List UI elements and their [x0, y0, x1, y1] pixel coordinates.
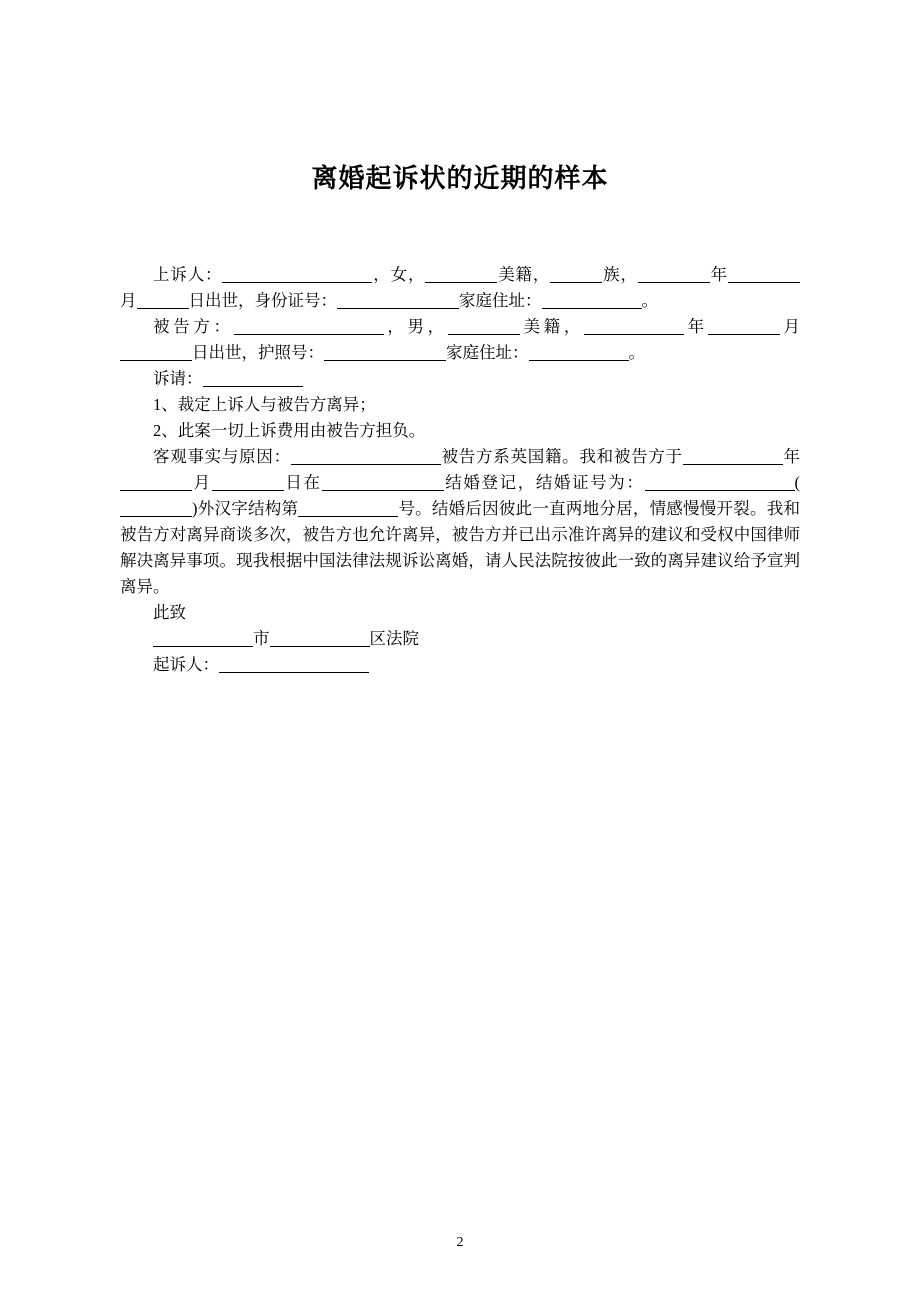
facts-day-blank	[212, 474, 284, 491]
defendant-month-label: 月	[779, 317, 801, 336]
plaintiff-label: 上诉人：	[153, 265, 223, 284]
defendant-nationality-label: 美籍，	[519, 317, 585, 336]
plaintiff-ethnic-blank	[550, 266, 602, 283]
signature-line	[120, 652, 800, 678]
court-line	[120, 626, 800, 652]
plaintiff-id-blank	[337, 292, 459, 309]
defendant-birth-label: 日出世，护照号：	[192, 343, 324, 362]
page-title: 离婚起诉状的近期的样本	[311, 163, 609, 193]
defendant-nationality-blank	[448, 318, 520, 335]
facts-number-blank	[298, 500, 398, 517]
plaintiff-month-blank	[728, 266, 800, 283]
facts-year-label: 年	[782, 447, 801, 466]
facts-day-label: 日在	[283, 473, 322, 492]
plaintiff-end: 。	[641, 291, 658, 310]
facts-part3: 号。结婚后因彼此一直两地分居，情感慢慢开裂。我和被告方对离异商谈多次，被告方也允许离异，被告方并已出示准许离异的建议和受权中国律师解决离异事项。现我根据中国法律法规诉讼离婚，请人民法院按彼此一致的离异建议给予宣判离异。	[120, 499, 801, 596]
plaintiff-year-blank	[638, 266, 710, 283]
court-city-suffix: 市	[253, 629, 270, 648]
facts-label: 客观事实与原因：	[153, 447, 291, 466]
claim-item-1: 1、裁定上诉人与被告方离异；	[153, 395, 376, 414]
claims-heading	[120, 366, 800, 392]
defendant-year-blank	[584, 318, 684, 335]
plaintiff-address-label: 家庭住址：	[459, 291, 542, 310]
court-city-blank	[153, 630, 253, 647]
defendant-label: 被告方：	[153, 317, 234, 336]
defendant-month-blank	[708, 318, 780, 335]
plaintiff-sep1: ，女，	[372, 265, 426, 284]
plaintiff-nationality-blank	[425, 266, 497, 283]
facts-paren-close: )外汉字结构第	[192, 499, 299, 518]
facts-part2: 结婚登记，结婚证号为：	[443, 473, 645, 492]
plaintiff-birth-label: 日出世，身份证号：	[188, 291, 337, 310]
plaintiff-nationality-label: 美籍，	[497, 265, 551, 284]
defendant-day-blank	[120, 344, 192, 361]
court-district-blank	[270, 630, 370, 647]
defendant-name-blank	[234, 318, 384, 335]
claims-label: 诉请：	[153, 369, 203, 388]
defendant-passport-blank	[324, 344, 446, 361]
facts-year-blank	[683, 448, 783, 465]
signature-blank	[219, 656, 369, 673]
plaintiff-ethnic-label: 族，	[602, 265, 638, 284]
plaintiff-day-blank	[137, 292, 189, 309]
signature-label: 起诉人：	[153, 655, 219, 674]
facts-paren-open: (	[794, 473, 801, 492]
plaintiff-year-label: 年	[709, 265, 729, 284]
page-number: 2	[456, 1235, 464, 1250]
defendant-year-label: 年	[684, 317, 708, 336]
defendant-address-blank	[529, 344, 629, 361]
plaintiff-address-blank	[542, 292, 642, 309]
closing-label: 此致	[153, 603, 186, 622]
document-body	[120, 262, 800, 678]
facts-blank-1	[291, 448, 441, 465]
facts-part1: 被告方系英国籍。我和被告方于	[440, 447, 683, 466]
facts-cert-blank	[645, 474, 795, 491]
facts-month-blank	[120, 474, 192, 491]
facts-month-label: 月	[192, 473, 212, 492]
defendant-sep1: ，男，	[383, 317, 448, 336]
facts-paragraph	[120, 444, 800, 600]
plaintiff-name-blank	[222, 266, 372, 283]
facts-paren-blank	[120, 500, 192, 517]
claim-item-2: 2、此案一切上诉费用由被告方担负。	[153, 421, 426, 440]
plaintiff-month-label: 月	[120, 291, 137, 310]
claims-blank	[203, 370, 303, 387]
defendant-address-label: 家庭住址：	[446, 343, 529, 362]
facts-place-blank	[322, 474, 444, 491]
plaintiff-paragraph	[120, 262, 800, 314]
defendant-end: 。	[628, 343, 645, 362]
court-district-suffix: 区法院	[369, 629, 419, 648]
defendant-paragraph	[120, 314, 800, 366]
